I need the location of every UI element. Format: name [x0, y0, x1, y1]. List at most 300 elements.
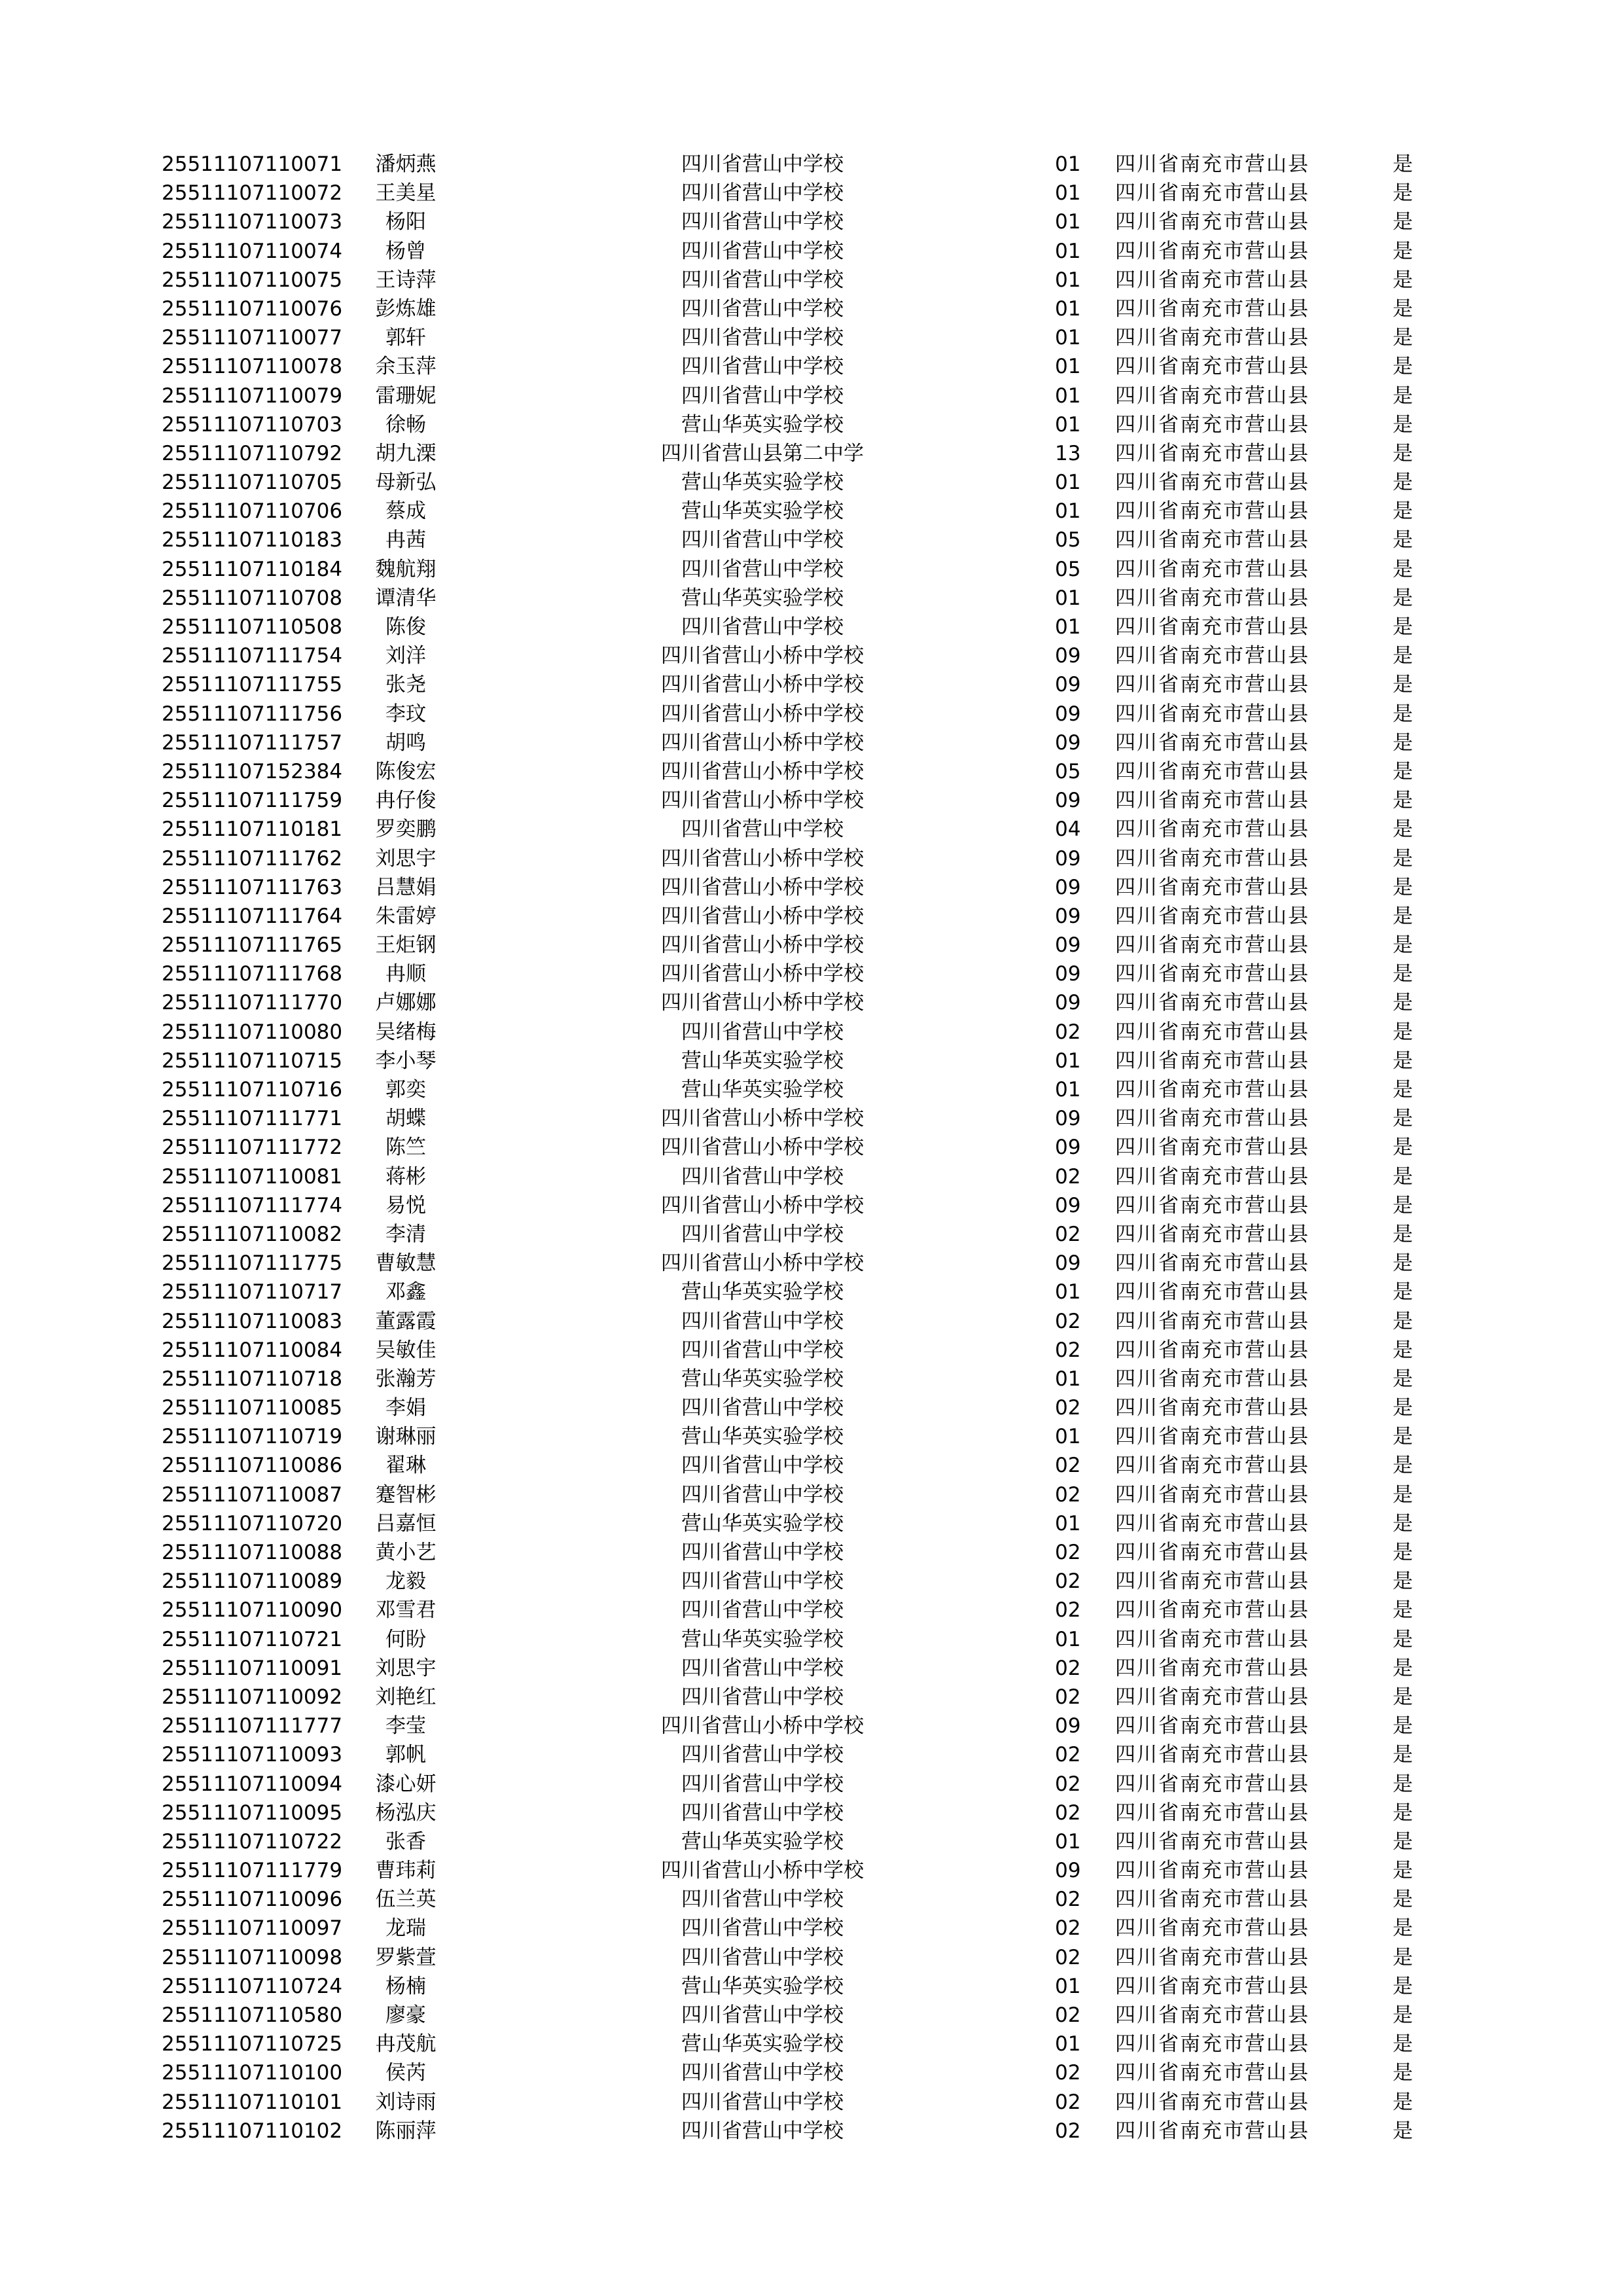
status-flag: 是	[1393, 1107, 1413, 1131]
student-id: 25511107110090	[162, 1598, 343, 1623]
student-name: 李玟	[385, 702, 426, 726]
category-code: 01	[1055, 384, 1081, 408]
student-name: 王诗萍	[375, 268, 437, 292]
student-id: 25511107110093	[162, 1743, 343, 1767]
school-name: 四川省营山中学校	[681, 326, 844, 350]
region: 四川省南充市营山县	[1115, 962, 1310, 986]
region: 四川省南充市营山县	[1115, 1916, 1310, 1941]
student-name: 冉顺	[385, 962, 426, 986]
status-flag: 是	[1393, 991, 1413, 1015]
school-name: 四川省营山县第二中学	[661, 441, 864, 465]
school-name: 四川省营山中学校	[681, 384, 844, 408]
category-code: 02	[1055, 1772, 1081, 1796]
student-name: 郭轩	[385, 326, 426, 350]
table-row	[0, 641, 1623, 670]
region: 四川省南充市营山县	[1115, 1338, 1310, 1362]
category-code: 02	[1055, 1482, 1081, 1507]
region: 四川省南充市营山县	[1115, 1107, 1310, 1131]
student-name: 郭帆	[385, 1743, 426, 1767]
table-row	[0, 1336, 1623, 1365]
status-flag: 是	[1393, 730, 1413, 755]
status-flag: 是	[1393, 1078, 1413, 1102]
region: 四川省南充市营山县	[1115, 586, 1310, 610]
table-row	[0, 1307, 1623, 1336]
status-flag: 是	[1393, 441, 1413, 465]
region: 四川省南充市营山县	[1115, 210, 1310, 234]
student-name: 吕慧娟	[375, 875, 437, 899]
student-id: 25511107110075	[162, 268, 343, 292]
student-id: 25511107110085	[162, 1396, 343, 1420]
table-row	[0, 1799, 1623, 1827]
school-name: 四川省营山中学校	[681, 1598, 844, 1623]
student-name: 龙毅	[385, 1570, 426, 1594]
category-code: 01	[1055, 1425, 1081, 1449]
region: 四川省南充市营山县	[1115, 1974, 1310, 1998]
school-name: 四川省营山中学校	[681, 1685, 844, 1709]
table-row	[0, 207, 1623, 236]
student-id: 25511107110087	[162, 1482, 343, 1507]
student-id: 25511107111775	[162, 1251, 343, 1276]
table-row	[0, 2117, 1623, 2145]
status-flag: 是	[1393, 2003, 1413, 2027]
table-row	[0, 1538, 1623, 1567]
status-flag: 是	[1393, 1511, 1413, 1535]
school-name: 营山华英实验学校	[681, 1425, 844, 1449]
student-id: 25511107111768	[162, 962, 343, 986]
category-code: 01	[1055, 2032, 1081, 2056]
school-name: 营山华英实验学校	[681, 2032, 844, 2056]
student-id: 25511107111764	[162, 904, 343, 928]
school-name: 营山华英实验学校	[681, 1049, 844, 1073]
student-id: 25511107110181	[162, 817, 343, 842]
school-name: 四川省营山小桥中学校	[661, 644, 864, 668]
table-row	[0, 844, 1623, 873]
table-row	[0, 295, 1623, 323]
student-name: 徐畅	[385, 412, 426, 437]
region: 四川省南充市营山县	[1115, 1859, 1310, 1883]
school-name: 四川省营山小桥中学校	[661, 875, 864, 899]
category-code: 01	[1055, 615, 1081, 639]
table-row	[0, 988, 1623, 1017]
category-code: 09	[1055, 875, 1081, 899]
school-name: 四川省营山中学校	[681, 1888, 844, 1912]
category-code: 02	[1055, 1309, 1081, 1333]
student-id: 25511107110091	[162, 1656, 343, 1680]
category-code: 02	[1055, 1338, 1081, 1362]
student-id: 25511107110184	[162, 557, 343, 581]
region: 四川省南充市营山县	[1115, 296, 1310, 321]
school-name: 营山华英实验学校	[681, 1280, 844, 1304]
student-id: 25511107110089	[162, 1570, 343, 1594]
region: 四川省南充市营山县	[1115, 904, 1310, 928]
table-row	[0, 2030, 1623, 2058]
student-name: 邓鑫	[385, 1280, 426, 1304]
student-name: 张香	[385, 1829, 426, 1854]
table-row	[0, 613, 1623, 641]
region: 四川省南充市营山县	[1115, 1454, 1310, 1478]
student-id: 25511107110717	[162, 1280, 343, 1304]
status-flag: 是	[1393, 1916, 1413, 1941]
school-name: 四川省营山中学校	[681, 296, 844, 321]
school-name: 四川省营山中学校	[681, 2119, 844, 2143]
category-code: 01	[1055, 1627, 1081, 1651]
student-id: 25511107110071	[162, 152, 343, 176]
school-name: 四川省营山中学校	[681, 1945, 844, 1969]
school-name: 营山华英实验学校	[681, 586, 844, 610]
status-flag: 是	[1393, 412, 1413, 437]
status-flag: 是	[1393, 1541, 1413, 1564]
status-flag: 是	[1393, 1945, 1413, 1969]
category-code: 01	[1055, 1974, 1081, 1998]
table-row	[0, 1451, 1623, 1480]
student-name: 郭奕	[385, 1078, 426, 1102]
student-name: 刘诗雨	[375, 2090, 437, 2114]
status-flag: 是	[1393, 384, 1413, 408]
table-row	[0, 150, 1623, 179]
category-code: 01	[1055, 1078, 1081, 1102]
table-row	[0, 1191, 1623, 1220]
table-row	[0, 1278, 1623, 1306]
student-id: 25511107111755	[162, 673, 343, 697]
school-name: 四川省营山中学校	[681, 1482, 844, 1507]
student-name: 李娟	[385, 1396, 426, 1420]
student-name: 曹敏慧	[375, 1251, 437, 1276]
student-id: 25511107110722	[162, 1829, 343, 1854]
school-name: 四川省营山小桥中学校	[661, 789, 864, 813]
school-name: 四川省营山小桥中学校	[661, 702, 864, 726]
school-name: 四川省营山小桥中学校	[661, 904, 864, 928]
status-flag: 是	[1393, 1888, 1413, 1912]
region: 四川省南充市营山县	[1115, 1136, 1310, 1160]
student-id: 25511107111770	[162, 991, 343, 1015]
school-name: 四川省营山中学校	[681, 210, 844, 234]
status-flag: 是	[1393, 1136, 1413, 1160]
status-flag: 是	[1393, 1627, 1413, 1651]
status-flag: 是	[1393, 268, 1413, 292]
region: 四川省南充市营山县	[1115, 1656, 1310, 1680]
category-code: 02	[1055, 1222, 1081, 1246]
student-id: 25511107110703	[162, 412, 343, 437]
region: 四川省南充市营山县	[1115, 557, 1310, 581]
student-id: 25511107152384	[162, 759, 343, 783]
student-id: 25511107110183	[162, 528, 343, 552]
student-id: 25511107110508	[162, 615, 343, 639]
student-id: 25511107111757	[162, 730, 343, 755]
status-flag: 是	[1393, 1570, 1413, 1594]
region: 四川省南充市营山县	[1115, 152, 1310, 176]
status-flag: 是	[1393, 933, 1413, 958]
student-name: 吴绪梅	[375, 1020, 437, 1044]
status-flag: 是	[1393, 296, 1413, 321]
region: 四川省南充市营山县	[1115, 1598, 1310, 1623]
school-name: 营山华英实验学校	[681, 1367, 844, 1391]
table-row	[0, 1480, 1623, 1509]
student-name: 王炬钢	[375, 933, 437, 958]
school-name: 四川省营山中学校	[681, 1222, 844, 1246]
category-code: 09	[1055, 904, 1081, 928]
status-flag: 是	[1393, 152, 1413, 176]
student-name: 张瀚芳	[375, 1367, 437, 1391]
table-row	[0, 1856, 1623, 1885]
status-flag: 是	[1393, 702, 1413, 726]
student-name: 冉茂航	[375, 2032, 437, 2056]
table-row	[0, 815, 1623, 844]
school-name: 四川省营山中学校	[681, 1656, 844, 1680]
region: 四川省南充市营山县	[1115, 1945, 1310, 1969]
category-code: 02	[1055, 1743, 1081, 1767]
student-id: 25511107111771	[162, 1107, 343, 1131]
student-name: 黄小艺	[375, 1541, 437, 1564]
student-name: 雷珊妮	[375, 384, 437, 408]
category-code: 02	[1055, 1570, 1081, 1594]
status-flag: 是	[1393, 1193, 1413, 1217]
status-flag: 是	[1393, 557, 1413, 581]
student-id: 25511107110098	[162, 1945, 343, 1969]
student-name: 廖豪	[385, 2003, 426, 2027]
school-name: 四川省营山中学校	[681, 1020, 844, 1044]
status-flag: 是	[1393, 1164, 1413, 1189]
student-id: 25511107111763	[162, 875, 343, 899]
region: 四川省南充市营山县	[1115, 615, 1310, 639]
student-id: 25511107110101	[162, 2090, 343, 2114]
category-code: 01	[1055, 355, 1081, 379]
table-row	[0, 1365, 1623, 1393]
school-name: 四川省营山小桥中学校	[661, 1107, 864, 1131]
category-code: 09	[1055, 933, 1081, 958]
status-flag: 是	[1393, 615, 1413, 639]
school-name: 四川省营山中学校	[681, 2090, 844, 2114]
region: 四川省南充市营山县	[1115, 471, 1310, 495]
school-name: 四川省营山中学校	[681, 1454, 844, 1478]
table-row	[0, 1914, 1623, 1943]
table-row	[0, 1712, 1623, 1740]
region: 四川省南充市营山县	[1115, 1570, 1310, 1594]
school-name: 四川省营山中学校	[681, 1801, 844, 1825]
table-row	[0, 2088, 1623, 2117]
status-flag: 是	[1393, 1685, 1413, 1709]
student-name: 易悦	[385, 1193, 426, 1217]
student-name: 陈丽萍	[375, 2119, 437, 2143]
student-name: 蹇智彬	[375, 1482, 437, 1507]
school-name: 四川省营山中学校	[681, 1338, 844, 1362]
student-id: 25511107110706	[162, 499, 343, 524]
category-code: 01	[1055, 326, 1081, 350]
category-code: 01	[1055, 412, 1081, 437]
region: 四川省南充市营山县	[1115, 730, 1310, 755]
region: 四川省南充市营山县	[1115, 875, 1310, 899]
status-flag: 是	[1393, 644, 1413, 668]
region: 四川省南充市营山县	[1115, 1396, 1310, 1420]
student-id: 25511107111762	[162, 846, 343, 870]
school-name: 四川省营山中学校	[681, 1164, 844, 1189]
student-id: 25511107110102	[162, 2119, 343, 2143]
region: 四川省南充市营山县	[1115, 2003, 1310, 2027]
student-id: 25511107110080	[162, 1020, 343, 1044]
student-id: 25511107110077	[162, 326, 343, 350]
status-flag: 是	[1393, 759, 1413, 783]
school-name: 四川省营山小桥中学校	[661, 933, 864, 958]
student-name: 何盼	[385, 1627, 426, 1651]
region: 四川省南充市营山县	[1115, 1280, 1310, 1304]
table-row	[0, 237, 1623, 266]
status-flag: 是	[1393, 673, 1413, 697]
category-code: 02	[1055, 1945, 1081, 1969]
table-row	[0, 1509, 1623, 1538]
student-name: 卢娜娜	[375, 991, 437, 1015]
school-name: 四川省营山中学校	[681, 1570, 844, 1594]
school-name: 四川省营山小桥中学校	[661, 1714, 864, 1738]
region: 四川省南充市营山县	[1115, 2090, 1310, 2114]
status-flag: 是	[1393, 1656, 1413, 1680]
student-name: 李莹	[385, 1714, 426, 1738]
region: 四川省南充市营山县	[1115, 528, 1310, 552]
student-name: 胡鸣	[385, 730, 426, 755]
status-flag: 是	[1393, 1454, 1413, 1478]
table-row	[0, 1220, 1623, 1249]
student-name: 邓雪君	[375, 1598, 437, 1623]
category-code: 01	[1055, 268, 1081, 292]
student-id: 25511107110092	[162, 1685, 343, 1709]
table-row	[0, 786, 1623, 815]
category-code: 02	[1055, 1656, 1081, 1680]
region: 四川省南充市营山县	[1115, 239, 1310, 263]
table-row	[0, 1625, 1623, 1654]
student-name: 刘艳红	[375, 1685, 437, 1709]
category-code: 02	[1055, 1916, 1081, 1941]
school-name: 营山华英实验学校	[681, 1511, 844, 1535]
table-row	[0, 1885, 1623, 1914]
school-name: 四川省营山小桥中学校	[661, 673, 864, 697]
table-row	[0, 902, 1623, 931]
region: 四川省南充市营山县	[1115, 673, 1310, 697]
student-id: 25511107110719	[162, 1425, 343, 1449]
student-name: 陈竺	[385, 1136, 426, 1160]
category-code: 02	[1055, 1164, 1081, 1189]
student-id: 25511107110082	[162, 1222, 343, 1246]
school-name: 四川省营山小桥中学校	[661, 1251, 864, 1276]
region: 四川省南充市营山县	[1115, 991, 1310, 1015]
status-flag: 是	[1393, 326, 1413, 350]
region: 四川省南充市营山县	[1115, 1367, 1310, 1391]
student-id: 25511107110081	[162, 1164, 343, 1189]
status-flag: 是	[1393, 1425, 1413, 1449]
category-code: 02	[1055, 1888, 1081, 1912]
school-name: 四川省营山中学校	[681, 2061, 844, 2085]
school-name: 四川省营山小桥中学校	[661, 991, 864, 1015]
student-name: 吴敏佳	[375, 1338, 437, 1362]
school-name: 四川省营山中学校	[681, 1396, 844, 1420]
status-flag: 是	[1393, 1309, 1413, 1333]
student-name: 刘思宇	[375, 846, 437, 870]
school-name: 营山华英实验学校	[681, 1078, 844, 1102]
region: 四川省南充市营山县	[1115, 355, 1310, 379]
school-name: 四川省营山中学校	[681, 152, 844, 176]
student-id: 25511107110095	[162, 1801, 343, 1825]
table-row	[0, 266, 1623, 295]
student-id: 25511107110074	[162, 239, 343, 263]
region: 四川省南充市营山县	[1115, 384, 1310, 408]
category-code: 02	[1055, 1020, 1081, 1044]
student-id: 25511107110708	[162, 586, 343, 610]
student-name: 侯芮	[385, 2061, 426, 2085]
student-id: 25511107110096	[162, 1888, 343, 1912]
table-row	[0, 757, 1623, 786]
category-code: 09	[1055, 644, 1081, 668]
student-id: 25511107111756	[162, 702, 343, 726]
school-name: 四川省营山小桥中学校	[661, 1859, 864, 1883]
category-code: 05	[1055, 557, 1081, 581]
region: 四川省南充市营山县	[1115, 2061, 1310, 2085]
region: 四川省南充市营山县	[1115, 1020, 1310, 1044]
status-flag: 是	[1393, 1049, 1413, 1073]
status-flag: 是	[1393, 239, 1413, 263]
category-code: 01	[1055, 1280, 1081, 1304]
status-flag: 是	[1393, 499, 1413, 524]
status-flag: 是	[1393, 355, 1413, 379]
status-flag: 是	[1393, 2061, 1413, 2085]
student-name: 杨泓庆	[375, 1801, 437, 1825]
school-name: 四川省营山中学校	[681, 239, 844, 263]
table-row	[0, 382, 1623, 410]
student-name: 杨楠	[385, 1974, 426, 1998]
student-name: 翟琳	[385, 1454, 426, 1478]
region: 四川省南充市营山县	[1115, 1193, 1310, 1217]
school-name: 四川省营山中学校	[681, 1541, 844, 1564]
category-code: 02	[1055, 1396, 1081, 1420]
table-row	[0, 1972, 1623, 2001]
student-name: 刘思宇	[375, 1656, 437, 1680]
category-code: 01	[1055, 181, 1081, 206]
table-row	[0, 1827, 1623, 1856]
status-flag: 是	[1393, 1829, 1413, 1854]
region: 四川省南充市营山县	[1115, 1222, 1310, 1246]
school-name: 四川省营山小桥中学校	[661, 730, 864, 755]
student-name: 彭炼雄	[375, 296, 437, 321]
student-id: 25511107111772	[162, 1136, 343, 1160]
student-id: 25511107110716	[162, 1078, 343, 1102]
student-id: 25511107111754	[162, 644, 343, 668]
school-name: 四川省营山中学校	[681, 1743, 844, 1767]
region: 四川省南充市营山县	[1115, 1541, 1310, 1564]
region: 四川省南充市营山县	[1115, 1772, 1310, 1796]
category-code: 09	[1055, 1107, 1081, 1131]
school-name: 四川省营山中学校	[681, 817, 844, 842]
student-name: 李清	[385, 1222, 426, 1246]
school-name: 四川省营山中学校	[681, 557, 844, 581]
student-id: 25511107111774	[162, 1193, 343, 1217]
table-row	[0, 1393, 1623, 1422]
student-id: 25511107110725	[162, 2032, 343, 2056]
table-row	[0, 555, 1623, 584]
school-name: 四川省营山小桥中学校	[661, 846, 864, 870]
school-name: 营山华英实验学校	[681, 412, 844, 437]
student-id: 25511107110084	[162, 1338, 343, 1362]
status-flag: 是	[1393, 1743, 1413, 1767]
table-row	[0, 700, 1623, 728]
status-flag: 是	[1393, 1482, 1413, 1507]
category-code: 09	[1055, 991, 1081, 1015]
table-row	[0, 728, 1623, 757]
student-name: 董露霞	[375, 1309, 437, 1333]
student-id: 25511107110079	[162, 384, 343, 408]
category-code: 01	[1055, 296, 1081, 321]
student-id: 25511107110705	[162, 471, 343, 495]
table-row	[0, 1047, 1623, 1075]
table-row	[0, 323, 1623, 352]
student-name: 魏航翔	[375, 557, 437, 581]
student-name: 潘炳燕	[375, 152, 437, 176]
student-name: 朱雷婷	[375, 904, 437, 928]
